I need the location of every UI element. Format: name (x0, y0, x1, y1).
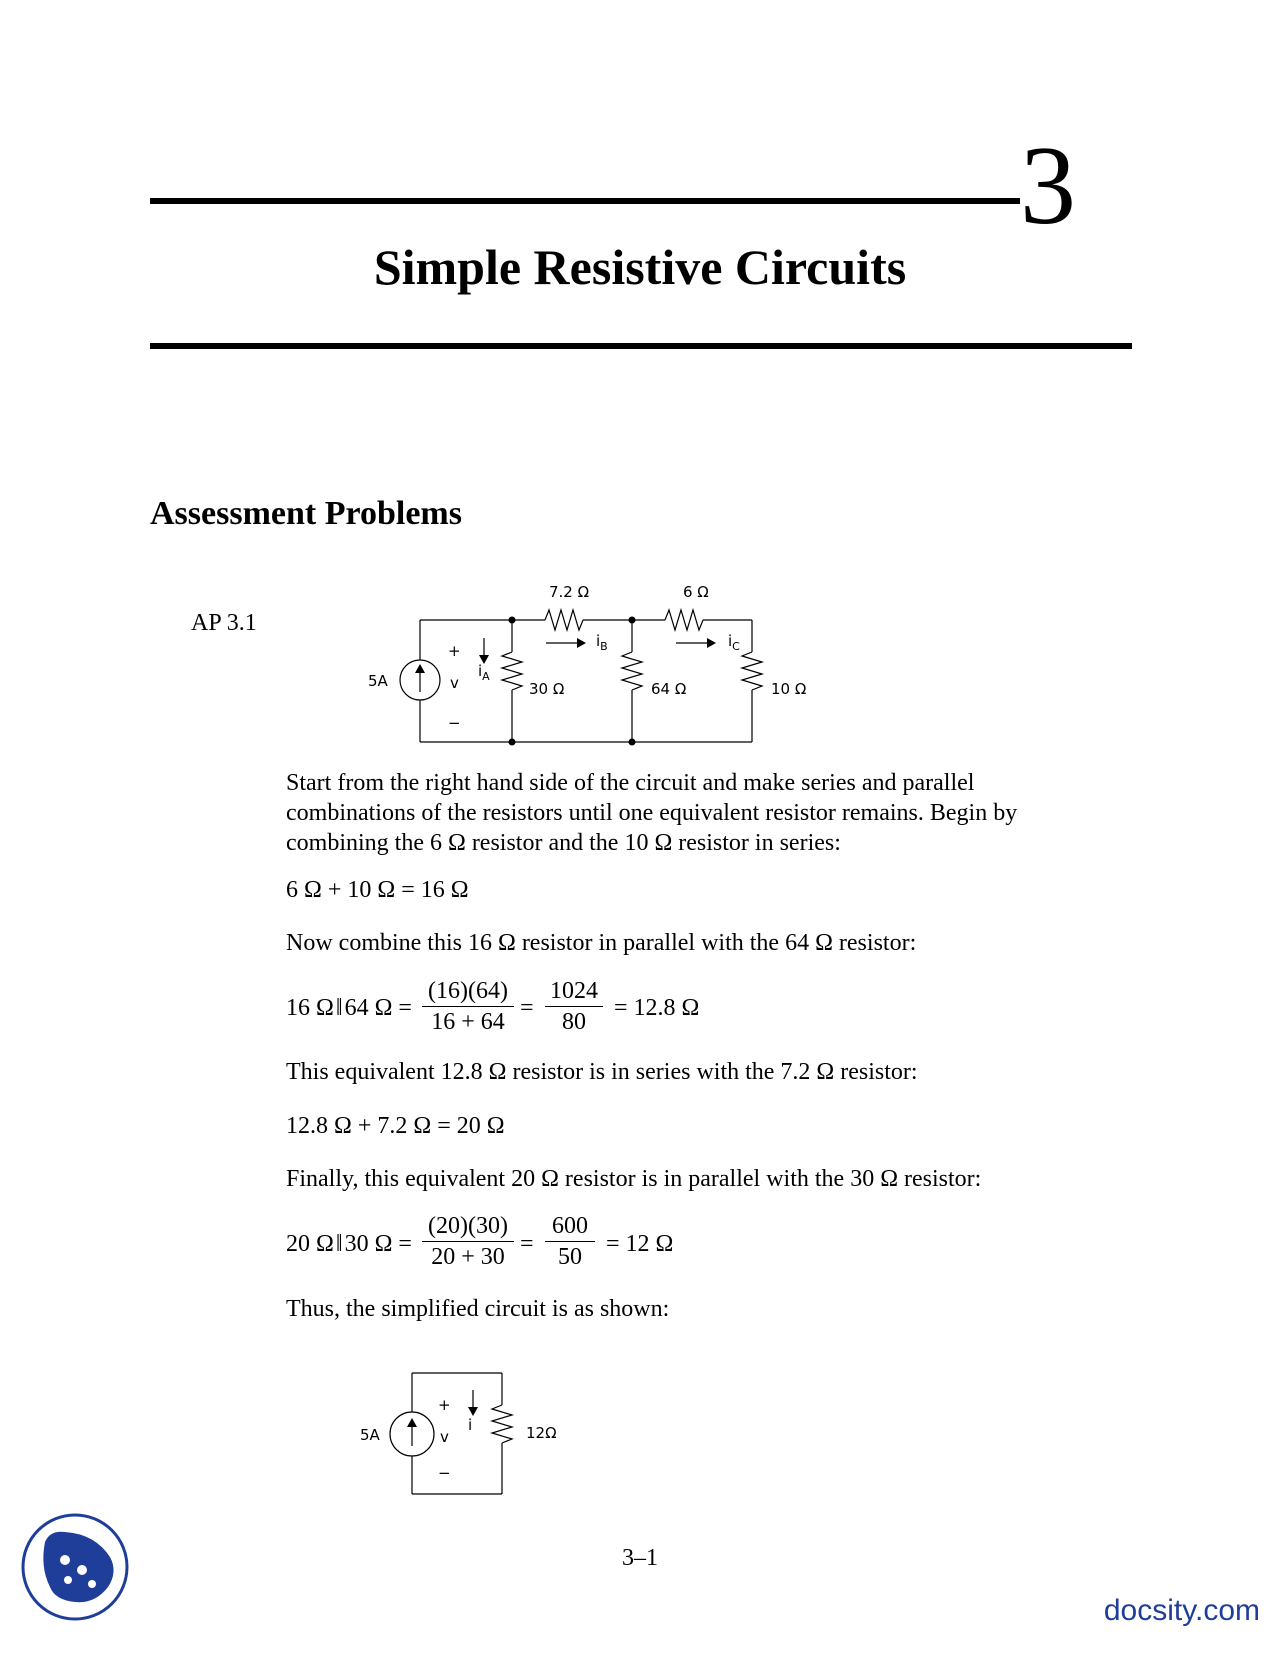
resistor-label-6: 6 Ω (683, 583, 709, 601)
equation-2-rhs: = 12.8 Ω (614, 995, 700, 1021)
docsity-logo-icon (20, 1512, 130, 1622)
equation-4-fraction-1: (20)(30) 20 + 30 (422, 1211, 514, 1272)
section-heading: Assessment Problems (150, 495, 462, 532)
simplified-plus-sign: + (438, 1396, 451, 1414)
simplified-voltage-label: v (440, 1428, 449, 1446)
simplified-resistor-label: 12Ω (526, 1424, 557, 1442)
chapter-top-rule (150, 198, 1020, 204)
circuit-diagram-ap31 (360, 575, 820, 755)
paragraph-1: Start from the right hand side of the circuit and make series and parallel combinations of the resistors until one equivalent resistor remains. Begin by combining the 6 Ω resistor and the 10 Ω resistor in series: (286, 770, 1018, 856)
problem-label: AP 3.1 (191, 610, 257, 636)
current-iB: $i_B$ (596, 632, 608, 653)
resistor-label-10: 10 Ω (771, 680, 807, 698)
current-iC: $i_C$ (728, 632, 740, 653)
current-iA: $i_A$ (478, 662, 490, 683)
equation-2-lhs: 16 Ω ‖ 64 Ω = (286, 995, 412, 1021)
equation-4-equals: = (520, 1231, 534, 1257)
plus-sign: + (448, 642, 461, 660)
equation-3: 12.8 Ω + 7.2 Ω = 20 Ω (286, 1113, 505, 1139)
simplified-current-label: i (468, 1416, 473, 1434)
minus-sign: − (448, 714, 461, 732)
chapter-bottom-rule (150, 343, 1132, 349)
source-label: 5A (368, 672, 388, 690)
equation-4-lhs: 20 Ω ‖ 30 Ω = (286, 1231, 412, 1257)
equation-2-fraction-2: 1024 80 (545, 976, 603, 1037)
equation-1: 6 Ω + 10 Ω = 16 Ω (286, 877, 469, 903)
resistor-label-30: 30 Ω (529, 680, 565, 698)
resistor-label-7-2: 7.2 Ω (549, 583, 590, 601)
equation-4-fraction-2: 600 50 (545, 1211, 595, 1272)
equation-4-rhs: = 12 Ω (606, 1231, 674, 1257)
paragraph-3: This equivalent 12.8 Ω resistor is in series with the 7.2 Ω resistor: (286, 1059, 918, 1085)
brand-watermark[interactable]: docsity.com (1103, 1594, 1260, 1627)
equation-2-equals: = (520, 995, 534, 1021)
chapter-title: Simple Resistive Circuits (373, 239, 907, 295)
simplified-minus-sign: − (438, 1464, 451, 1482)
paragraph-2: Now combine this 16 Ω resistor in parallel with the 64 Ω resistor: (286, 930, 917, 956)
chapter-number: 3 (1020, 124, 1076, 248)
paragraph-4: Finally, this equivalent 20 Ω resistor is in parallel with the 30 Ω resistor: (286, 1166, 982, 1192)
paragraph-5: Thus, the simplified circuit is as shown: (286, 1296, 670, 1322)
resistor-label-64: 64 Ω (651, 680, 687, 698)
simplified-circuit-diagram (350, 1360, 580, 1510)
simplified-source-label: 5A (360, 1426, 380, 1444)
voltage-label: v (450, 674, 459, 692)
equation-2-fraction-1: (16)(64) 16 + 64 (422, 976, 514, 1037)
page-number: 3–1 (622, 1545, 658, 1571)
